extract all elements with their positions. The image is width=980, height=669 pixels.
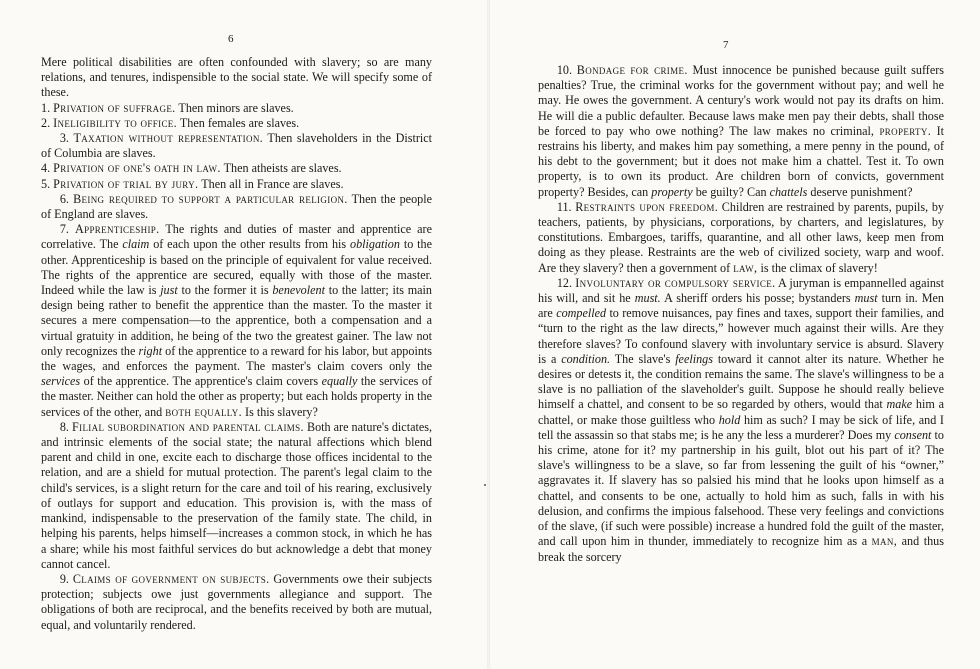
section-11-restraints-upon-freedom: 11. Restraints upon freedom. Children are restrained by parents, pupils, by teachers, patients, by physicians, corporations, by charters, and legislatures, by constitutions. Embargoes, tariffs, quarantine, and all other laws, keep men from doing as they please. Restraints are the web of civilized society, warp and woof. Are they slavery? then a government of law, is the climax of slavery! bbox=[538, 199, 944, 275]
section-9-claims-of-government: 9. Claims of government on subjects. Governments owe their subjects protection; subjects owe just governments allegiance and support. The obligations of both are reciprocal, and the benefits received by both are mutual, equal, and voluntarily rendered. bbox=[41, 571, 432, 632]
right-page bbox=[490, 0, 980, 669]
left-page-text bbox=[41, 55, 432, 633]
intro-paragraph: Mere political disabilities are often confounded with slavery; so are many relations, and tenures, indispensible to the social state. We will specify some of these. bbox=[41, 55, 432, 100]
left-page bbox=[0, 0, 488, 669]
list-item: 6. Being required to support a particular religion. Then the people of England are slaves. bbox=[41, 191, 432, 222]
list-item: 4. Privation of one's oath in law. Then atheists are slaves. bbox=[41, 161, 342, 176]
right-page-text bbox=[538, 63, 944, 565]
section-10-bondage-for-crime: 10. Bondage for crime. Must innocence be punished because guilt suffers penalties? True, the criminal works for the government without pay; and well he may. He owes the government. A century's work would not pay its drafts on him. He will die a public defaulter. Because laws make men pay their debts, shall those be forced to pay who owe nothing? The law makes no criminal, property. It restrains his liberty, and makes him pay something, a mere penny in the pound, of his debt to the government; but it does not make him a chattel. Test it. To own property, is to own its product. Are children born of convicts, government property? Besides, can property be guilty? Can chattels deserve punishment? bbox=[538, 63, 944, 199]
list-item: 1. Privation of suffrage. Then minors are slaves. bbox=[41, 100, 294, 115]
page-number-7: 7 bbox=[723, 39, 729, 51]
list-item: 5. Privation of trial by jury. Then all in France are slaves. bbox=[41, 176, 344, 191]
list-item: 2. Ineligibility to office. Then females are slaves. bbox=[41, 115, 300, 130]
section-12-involuntary-service: 12. Involuntary or compulsory service. A juryman is empannelled against his will, and sit he must. A sheriff orders his posse; bystanders must turn in. Men are compelled to remove nuisances, pay fines and taxes, support their families, and “turn to the right as the law directs,” however much against their wills. Are they therefore slaves? To confound slavery with involuntary service is absurd. Slavery is a condition. The slave's feelings toward it cannot alter its nature. Whether he desires or detests it, the condition remains the same. The slave's willingness to be a slave is no palliation of the slaveholder's guilt. Suppose he should really believe himself a chattel, and consent to be so regarded by others, would that make him a chattel, or make those guiltless who hold him as such? I may be sick of life, and I tell the assassin so that stabs me; is he any the less a murderer? Does my consent to his crime, atone for it? my partnership in his guilt, blot out his part of it? The slave's willingness to be a slave, so far from lessening the guilt of his “owner,” aggravates it. If slavery has so palsied his mind that he looks upon himself as a chattel, and consents to be one, actually to hold him as such, falls in with his delusion, and confirms the impious falsehood. These very feelings and convictions of the slave, (if such were possible) increase a hundred fold the guilt of the master, and call upon him in thunder, immediately to recognize him as a man, and thus break the sorcery bbox=[538, 275, 944, 564]
page-number-6: 6 bbox=[228, 33, 234, 45]
paper-speck bbox=[484, 484, 486, 486]
section-7-apprenticeship: 7. Apprenticeship. The rights and duties of master and apprentice are correlative. The claim of each upon the other results from his obligation to the other. Apprenticeship is based on the principle of equivalent for value received. The rights of the apprentice are secured, equally with those of the master. Indeed while the law is just to the former it is benevolent to the latter; its main design being rather to benefit the apprentice than the master. To the master it secures a mere compensation—to the apprentice, both a compensation and a virtual gratuity in addition, he being of the two the greatest gainer. The law not only recognizes the right of the apprentice to a reward for his labor, but appoints the wages, and enforces the payment. The master's claim covers only the services of the apprentice. The apprentice's claim covers equally the services of the master. Neither can hold the other as property; but each holds property in the services of the other, and both equally. Is this slavery? bbox=[41, 222, 432, 419]
section-8-filial-subordination: 8. Filial subordination and parental claims. Both are nature's dictates, and intrinsic elements of the social state; the natural affections which blend parent and child in one, excite each to discharge those offices incidental to the relation, and are a shield for mutual protection. The parent's legal claim to the child's services, is a slight return for the care and toil of his rearing, exclusively of outlays for support and education. This provision is, with the mass of mankind, indispensable to the preservation of the family state. The child, in helping his parents, helps himself—increases a common stock, in which he has a share; while his most faithful services do but acknowledge a debt that money cannot cancel. bbox=[41, 419, 432, 571]
list-item: 3. Taxation without representation. Then slaveholders in the District of Columbia are slaves. bbox=[41, 131, 433, 161]
